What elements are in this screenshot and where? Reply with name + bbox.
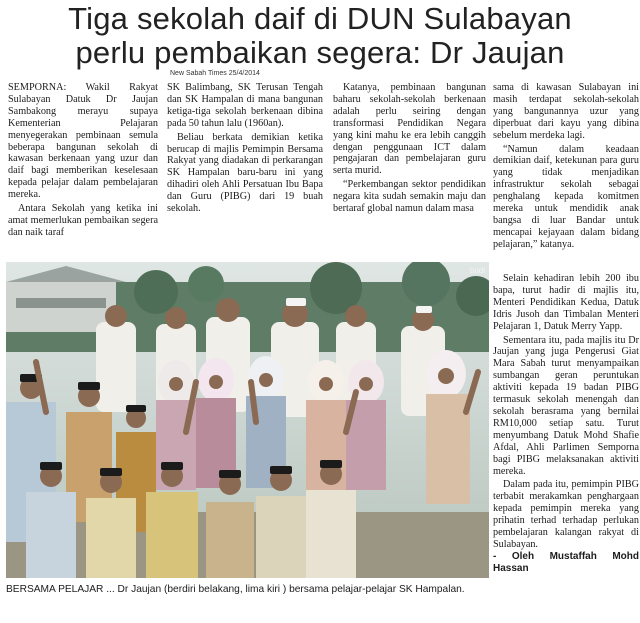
source-line: New Sabah Times 25/4/2014 [170, 70, 260, 77]
paragraph: Dalam pada itu, pemimpin PIBG terbabit merakamkan penghargaan kepada pemimpin mereka yang prihatin terhad terhadap perlukan pembelajaran kalangan rakyat di Sulabayan. [493, 479, 639, 550]
group-photo-illustration [6, 262, 489, 578]
photo-caption: BERSAMA PELAJAR ... Dr Jaujan (berdiri belakang, lima kiri ) bersama pelajar-pelajar SK Hampalan. [6, 584, 465, 595]
paragraph: Sementara itu, pada majlis itu Dr Jaujan yang juga Pengerusi Giat Mara Sabah turut menyampaikan sumbangan geran peruntukan aktiviti kepada 19 badan PIBG termasuk sekolah menengah dan sekolah berasrama yang bernilai RM10,000 setiap satu. Turut menyumbang Datuk Mohd Shafie Afdal, Ahli Parlimen Semporna bagi PIBG melaksanakan aktiviti mereka. [493, 334, 639, 477]
paragraph: Beliau berkata demikian ketika berucap di majlis Pemimpin Bersama Rakyat yang diadakan di perkarangan SK Hampalan baru-baru ini yang dihadiri oleh Ahli Persatuan Ibu Bapa dan Guru (PIBG) dari 19 buah sekolah. [167, 131, 323, 215]
paragraph: “Perkembangan sektor pendidikan negara kita sudah semakin maju dan bertaraf global namun dalam masa [333, 179, 486, 215]
article-column-4-continued [493, 273, 639, 575]
paragraph: SK Balimbang, SK Terusan Tengah dan SK Hampalan di mana bangunan ketiga-tiga sekolah berkenaan dibina pada 50 tahun lalu (1960an). [167, 82, 323, 129]
article-column-3 [333, 82, 486, 215]
headline-line-2: perlu pembaikan segera: Dr Jaujan [75, 35, 565, 70]
article-column-2 [167, 82, 323, 215]
paragraph: Selain kehadiran lebih 200 ibu bapa, turut hadir di majlis itu, Menteri Pendidikan Kedua, Datuk Idris Jusoh dan Timbalan Menteri Pelajaran 1, Datuk Merry Yapp. [493, 273, 639, 332]
headline [0, 2, 640, 70]
paragraph: SEMPORNA: Wakil Rakyat Sulabayan Datuk Dr Jaujan Sambakong merayu supaya Kementerian Pelajaran menyegerakan pembinaan semula beberapa bangunan sekolah di kawasan berkenaan yang uzur dan daif bagi memberikan keselesaan kepada pelajar dalam pembelajaran mereka. [8, 82, 158, 201]
headline-line-1: Tiga sekolah daif di DUN Sulabayan [68, 1, 572, 36]
paragraph: sama di kawasan Sulabayan ini masih terdapat sekolah-sekolah yang bangunannya uzur yang diperbuat dari kayu yang dibina sebelum merdeka lagi. [493, 82, 639, 141]
news-photo [6, 262, 489, 578]
photo-watermark: budi [469, 266, 485, 275]
paragraph: Antara Sekolah yang ketika ini amat memerlukan pembaikan segera dan naik taraf [8, 203, 158, 238]
article-column-4 [493, 82, 639, 251]
byline: - Oleh Mustaffah Mohd Hassan [493, 550, 639, 574]
article-column-1 [8, 82, 158, 239]
paragraph: “Namun dalam keadaan demikian daif, ketekunan para guru yang tidak menjadikan infrastruktur sekolah sebagai penghalang kepada komitmen mereka untuk mendidik anak bangsa di luar Bandar untuk mencapai kejayaan dalam bidang pelajaran,” katanya. [493, 143, 639, 250]
paragraph: Katanya, pembinaan bangunan baharu sekolah-sekolah berkenaan adalah perlu seiring dengan transformasi Pendidikan Negara yang kini mahu ke era lebih canggih dengan penggunaan ICT dalam pengajaran dan pembelajaran guru serta murid. [333, 82, 486, 177]
